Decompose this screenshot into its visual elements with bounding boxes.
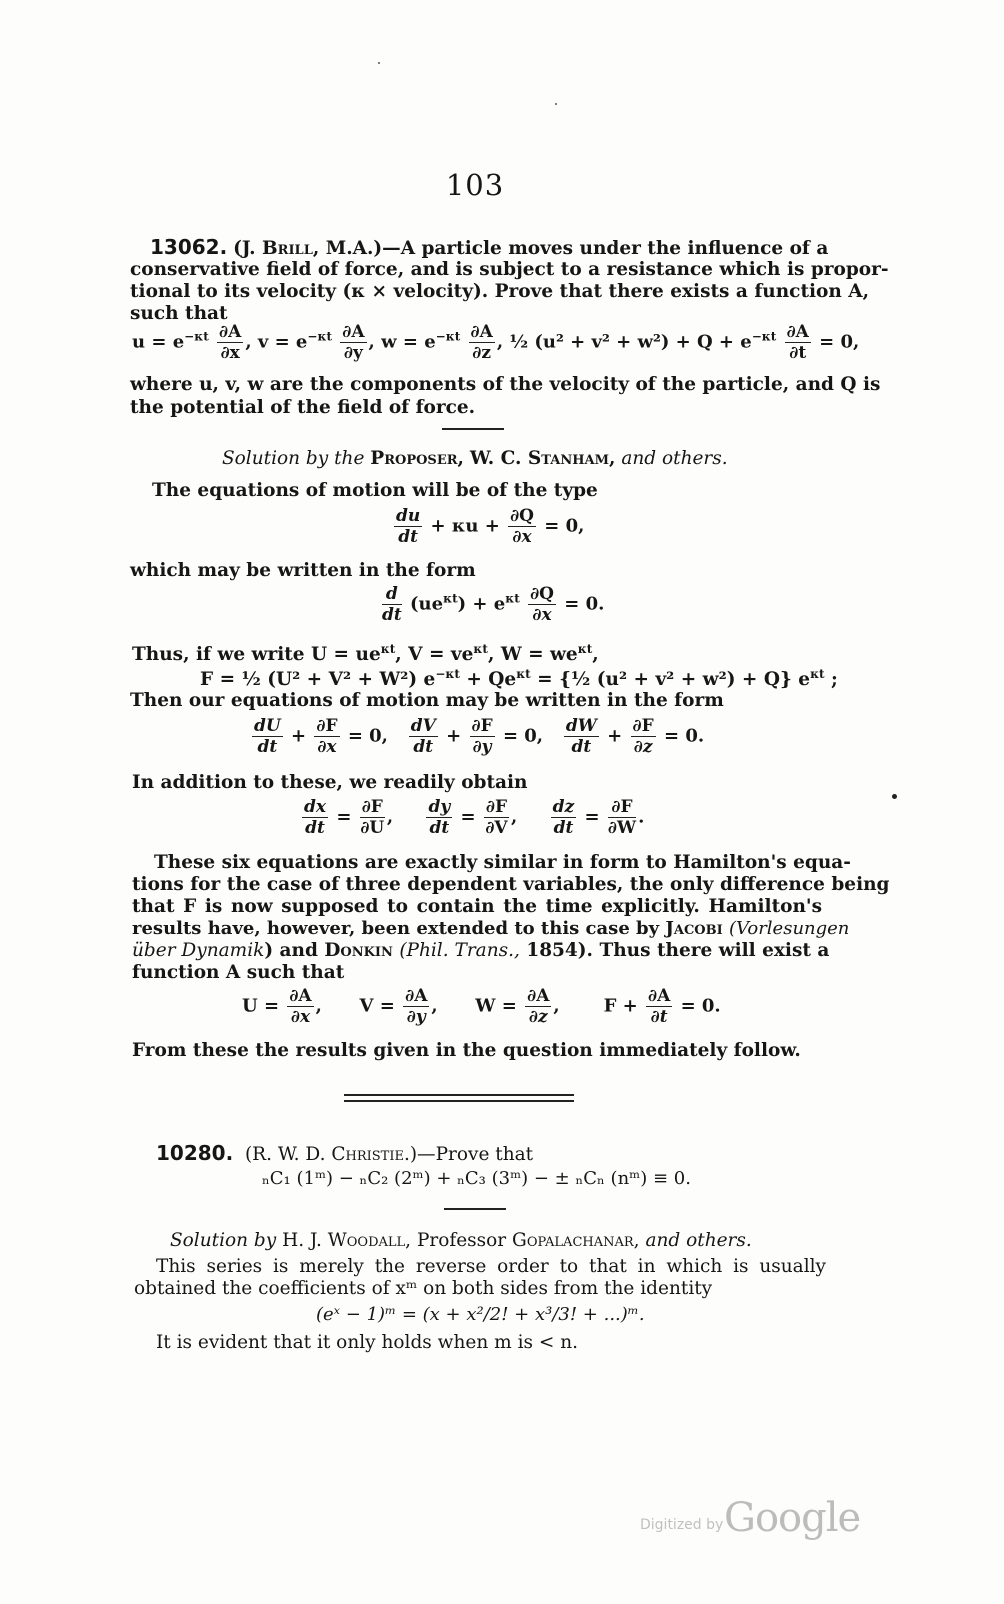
solution-text: It is evident that it only holds when m is < n.: [156, 1332, 579, 1353]
equations-of-motion: $\frac{dU}{dt}$ + $\frac{\partial F}{\partial x}$ = 0, $\frac{dV}{dt}$ + $\frac{\partial F}{\partial y}$ = 0, $\frac{dW}{dt}$ + $\frac{\partial F}{\partial z}$ = 0.: [254, 716, 705, 757]
fraction: $\frac{\partial F}{\partial z}$: [632, 716, 654, 757]
solution-heading: Solution by H. J. Woodall, Professor Gopalachanar, and others.: [170, 1230, 752, 1251]
problem-equation: $u = e^{-\kappa t}$ $\frac{\partial A}{\partial x}$ , $v = e^{-\kappa t}$ $\frac{\partial A}{\partial y}$ , $w = e^{-\kappa t}$ $\frac{\partial A}{\partial z}$ , ½ $(u^2 + v^2 + w^2) + Q + e^{-\kappa t}$ $\frac{\partial A}{\partial t}$ = 0,: [132, 322, 860, 363]
problem-author: (R. W. D. Christie.)—: [244, 1144, 436, 1165]
problem-statement-line: A particle moves under the influence of a: [400, 238, 829, 259]
solution-heading: Solution by the Proposer, W. C. Stanham, and others.: [222, 448, 728, 469]
fraction: $\frac{\partial F}{\partial y}$: [471, 716, 493, 757]
fraction: $\frac{dU}{dt}$: [254, 716, 281, 757]
problem-author: (J. Brill, M.A.)—: [233, 238, 401, 259]
fraction: $\frac{\partial A}{\partial y}$: [405, 986, 428, 1027]
solution-conclusion: From these the results given in the question immediately follow.: [132, 1040, 801, 1061]
fraction: $\frac{d}{dt}$: [382, 584, 402, 625]
separator-rule: [444, 1208, 506, 1210]
equation-F: F = ½ (U² + V² + W²) $e^{-\kappa t} + Qe^{\kappa t}$ = {½ (u² + v² + w²) + Q} $e^{\kappa t}$ ;: [200, 667, 838, 691]
problem-number: 13062.: [150, 235, 228, 259]
problem-statement-line: such that: [130, 303, 228, 324]
solution-identity: (eˣ − 1)ᵐ = (x + x²/2! + x³/3! + ...)ᵐ.: [316, 1304, 645, 1325]
fraction: $\frac{du}{dt}$: [396, 506, 421, 547]
problem-identity: ₙC₁ (1ᵐ) − ₙC₂ (2ᵐ) + ₙC₃ (3ᵐ) − ± ₙCₙ (nᵐ) ≡ 0.: [262, 1168, 691, 1189]
solution-text: obtained the coefficients of xᵐ on both sides from the identity: [134, 1278, 713, 1299]
double-rule-bottom: [344, 1100, 574, 1102]
fraction: $\frac{dz}{dt}$: [552, 797, 575, 838]
page-number: 103: [445, 168, 505, 202]
solution-paragraph-line: that F is now supposed to contain the time explicitly. Hamilton's: [132, 896, 822, 917]
fraction: $\frac{dW}{dt}$: [565, 716, 597, 757]
solution-text: Thus, if we write $U = ue^{\kappa t}$, $V = ve^{\kappa t}$, $W = we^{\kappa t}$,: [132, 642, 599, 666]
solution-paragraph-line: These six equations are exactly similar in form to Hamilton's equa-: [154, 852, 851, 873]
fraction: $\frac{\partial F}{\partial U}$: [360, 797, 385, 838]
fraction: $\frac{\partial A}{\partial z}$: [527, 986, 550, 1027]
watermark-logo-text: Google: [724, 1495, 861, 1541]
fraction: $\frac{dx}{dt}$: [304, 797, 327, 838]
fraction: $\frac{\partial A}{\partial t}$: [786, 322, 809, 363]
problem-13062-line-1: [150, 235, 829, 260]
fraction: $\frac{\partial F}{\partial W}$: [607, 797, 637, 838]
solution-text: This series is merely the reverse order to that in which is usually: [156, 1256, 826, 1277]
solution-paragraph-line: results have, however, been extended to this case by Jacobi (Vorlesungen: [132, 918, 850, 939]
scan-dot: [892, 794, 897, 799]
google-watermark: [640, 1495, 861, 1545]
problem-10280-line: 10280. (R. W. D. Christie.)—Prove that: [156, 1141, 534, 1165]
separator-rule: [442, 428, 504, 430]
solution-text: which may be written in the form: [130, 560, 476, 581]
solution-text: The equations of motion will be of the type: [152, 480, 598, 501]
equation-form: $\frac{d}{dt}$ $(ue^{\kappa t}) + e^{\kappa t}$ $\frac{\partial Q}{\partial x}$ = 0.: [382, 584, 605, 625]
solution-paragraph-line: tions for the case of three dependent variables, the only difference being: [132, 874, 890, 895]
equation-type: $\frac{du}{dt}$ + κu + $\frac{\partial Q}{\partial x}$ = 0,: [396, 506, 585, 547]
solution-text: Then our equations of motion may be written in the form: [130, 690, 724, 711]
problem-after-line: where u, v, w are the components of the velocity of the particle, and Q is: [130, 374, 881, 395]
fraction: $\frac{\partial A}{\partial z}$: [470, 322, 493, 363]
solution-text: In addition to these, we readily obtain: [132, 772, 528, 793]
problem-statement-line: tional to its velocity (κ × velocity). Prove that there exists a function A,: [130, 281, 870, 302]
fraction: $\frac{\partial A}{\partial t}$: [648, 986, 671, 1027]
fraction: $\frac{\partial A}{\partial x}$: [289, 986, 312, 1027]
watermark-small-text: Digitized by: [640, 1517, 724, 1533]
scan-speck: [555, 103, 557, 105]
solution-paragraph-line: function A such that: [132, 962, 345, 983]
fraction: $\frac{dV}{dt}$: [410, 716, 436, 757]
equations-addition: $\frac{dx}{dt}$ = $\frac{\partial F}{\partial U}$ , $\frac{dy}{dt}$ = $\frac{\partial F}{\partial V}$ , $\frac{dz}{dt}$ = $\frac{\partial F}{\partial W}$ .: [304, 797, 645, 838]
fraction: $\frac{\partial Q}{\partial x}$: [510, 506, 534, 547]
equations-final: U = $\frac{\partial A}{\partial x}$ , V = $\frac{\partial A}{\partial y}$ , W = $\frac{\partial A}{\partial z}$ , F + $\frac{\partial A}{\partial t}$ = 0.: [242, 986, 721, 1027]
scan-speck: [378, 62, 380, 64]
fraction: $\frac{dy}{dt}$: [428, 797, 451, 838]
fraction: $\frac{\partial Q}{\partial x}$: [530, 584, 554, 625]
fraction: $\frac{\partial F}{\partial V}$: [485, 797, 508, 838]
solution-paragraph-line: über Dynamik) and Donkin (Phil. Trans., 1854). Thus there will exist a: [132, 940, 830, 961]
fraction: $\frac{\partial A}{\partial y}$: [342, 322, 365, 363]
problem-after-line: the potential of the field of force.: [130, 397, 476, 418]
problem-number: 10280.: [156, 1141, 234, 1165]
problem-statement-line: conservative field of force, and is subject to a resistance which is propor-: [130, 259, 889, 280]
fraction: $\frac{\partial F}{\partial x}$: [316, 716, 338, 757]
double-rule-top: [344, 1094, 574, 1096]
fraction: $\frac{\partial A}{\partial x}$: [219, 322, 242, 363]
